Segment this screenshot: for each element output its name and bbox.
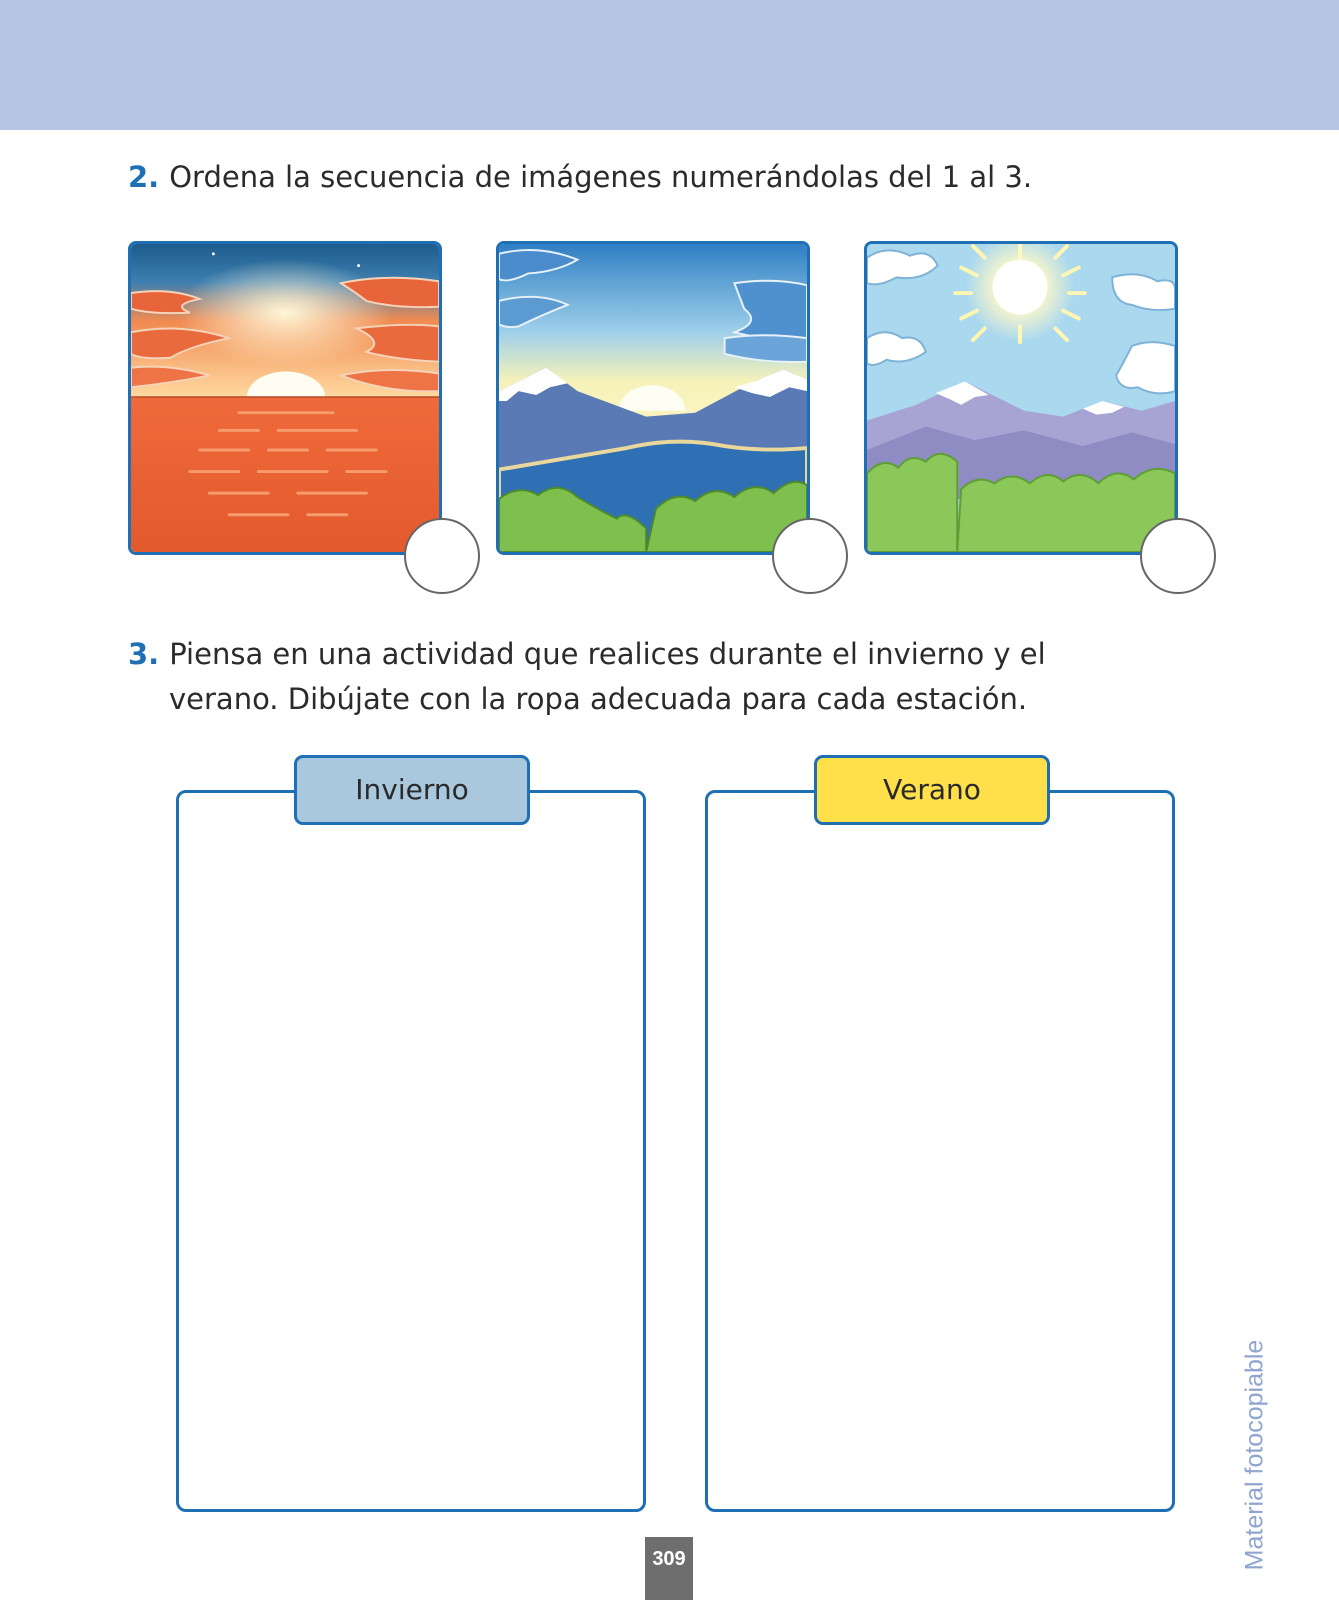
question-3: [128, 632, 1088, 722]
photocopiable-note: Material fotocopiable: [1240, 1339, 1269, 1571]
question-2: [128, 155, 1032, 200]
answer-circle-2[interactable]: [772, 518, 848, 594]
summer-drawing-area[interactable]: [705, 790, 1175, 1512]
winter-drawing-area[interactable]: [176, 790, 646, 1512]
sunset-illustration: [131, 244, 439, 552]
summer-label: Verano: [814, 755, 1050, 825]
page-number: 309: [645, 1537, 693, 1600]
scene-image-sunset: [128, 241, 442, 555]
sunrise-illustration: [499, 244, 807, 552]
answer-circle-1[interactable]: [404, 518, 480, 594]
question-2-number: 2.: [128, 160, 160, 194]
winter-label: Invierno: [294, 755, 530, 825]
question-3-number: 3.: [128, 637, 160, 671]
scene-image-midday: [864, 241, 1178, 555]
midday-illustration: [867, 244, 1175, 552]
question-3-line-1: Piensa en una actividad que realices durante el invierno y el: [169, 637, 1046, 671]
question-2-text: Ordena la secuencia de imágenes numerándolas del 1 al 3.: [169, 160, 1033, 194]
scene-image-sunrise: [496, 241, 810, 555]
question-3-line-2: verano. Dibújate con la ropa adecuada para cada estación.: [169, 682, 1028, 716]
header-band: [0, 0, 1339, 130]
answer-circle-3[interactable]: [1140, 518, 1216, 594]
